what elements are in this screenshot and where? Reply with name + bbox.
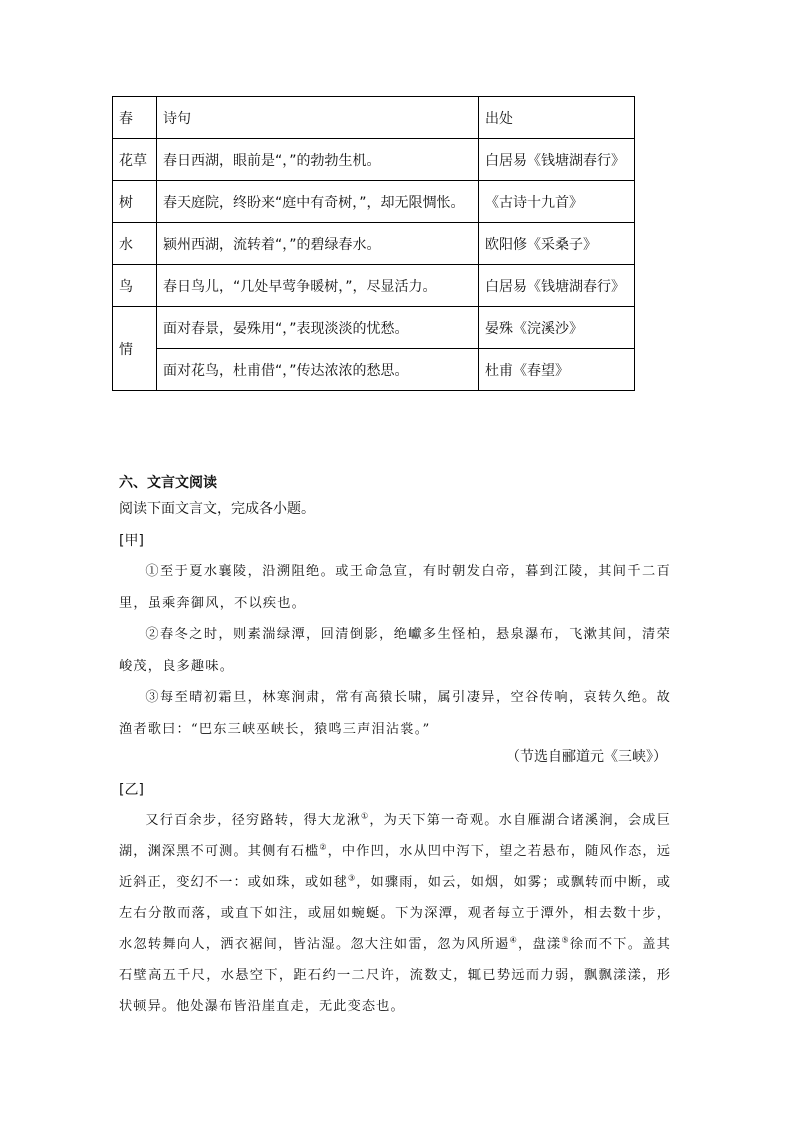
table-row <box>113 181 635 223</box>
table-cell-verse: 春日西湖，眼前是“，”的勃勃生机。 <box>157 139 479 181</box>
poem-table <box>112 96 635 391</box>
table-cell-category: 情 <box>113 307 157 391</box>
table-cell-source: 白居易《钱塘湖春行》 <box>479 139 635 181</box>
table-cell-source: 白居易《钱塘湖春行》 <box>479 265 635 307</box>
passage-jia-paragraph-1: ①至于夏水襄陵，沿溯阻绝。或王命急宣，有时朝发白帝，暮到江陵，其间千二百里，虽乘奔御风，不以疾也。 <box>119 564 671 611</box>
table-header-source: 出处 <box>479 97 635 139</box>
table-header-row <box>113 97 635 139</box>
table-cell-category: 花草 <box>113 139 157 181</box>
footnote-marker: ① <box>360 811 370 821</box>
passage-yi-text: ，盘漾 <box>518 937 562 952</box>
footnote-marker: ④ <box>509 935 519 945</box>
passage-jia-paragraph-3: ③每至晴初霜旦，林寒涧肃，常有高猿长啸，属引凄异，空谷传响，哀转久绝。故渔者歌曰：“巴东三峡巫峡长，猿鸣三声泪沾裳。” <box>119 690 671 737</box>
passage-yi-text: ，为天下第一奇观。水自雁湖合诸溪涧，会成巨湖，渊深黑不可测。其侧有石槛 <box>119 813 671 859</box>
passage-yi-text: 又行百余步，径穷路转，得大龙湫 <box>145 813 361 828</box>
footnote-marker: ⑤ <box>561 935 570 945</box>
passage-jia-paragraph-2: ②春冬之时，则素湍绿潭，回清倒影，绝巘多生怪柏，悬泉瀑布，飞漱其间，清荣峻茂，良多趣味。 <box>119 627 671 674</box>
table-cell-verse: 颍州西湖，流转着“，”的碧绿春水。 <box>157 223 479 265</box>
table-cell-verse: 春天庭院，终盼来“庭中有奇树，”，却无限惆怅。 <box>157 181 479 223</box>
passage-jia-marker: [甲] <box>119 533 144 549</box>
footnote-marker: ② <box>319 842 328 852</box>
footnote-marker: ③ <box>347 873 357 883</box>
passage-yi-text: ，如骤雨，如云，如烟，如雾；或飘转而中断，或左右分散而落，或直下如注，或屈如蜿蜒。下为深潭，观者每立于潭外，相去数十步，水忽转舞向人，洒衣裾间，皆沾湿。忽大注如雷，忽为风所遏 <box>119 875 671 952</box>
passage-yi-text: ，中作凹，水从凹中泻下，望之若悬布，随风作态，远近斜正，变幻不一：或如珠，或如毬 <box>119 844 671 890</box>
passage-yi-text: 徐而不下。盖其石壁高五千尺，水悬空下，距石约一二尺许，流数丈，辄已势远而力弱，飘飘漾漾，形状顿异。他处瀑布皆沿崖直走，无此变态也。 <box>119 937 671 1014</box>
table-row <box>113 223 635 265</box>
table-header-season: 春 <box>113 97 157 139</box>
table-cell-source: 欧阳修《采桑子》 <box>479 223 635 265</box>
table-cell-category: 水 <box>113 223 157 265</box>
table-cell-category: 树 <box>113 181 157 223</box>
table-cell-verse: 面对花鸟，杜甫借“，”传达浓浓的愁思。 <box>157 349 479 391</box>
table-cell-source: 晏殊《浣溪沙》 <box>479 307 635 349</box>
table-cell-source: 《古诗十九首》 <box>479 181 635 223</box>
table-header-verse: 诗句 <box>157 97 479 139</box>
table-cell-verse: 春日鸟儿，“几处早莺争暖树，”，尽显活力。 <box>157 265 479 307</box>
section-title: 六、文言文阅读 <box>119 475 217 491</box>
passage-yi-paragraph <box>119 805 671 1022</box>
table-row <box>113 307 635 349</box>
table-cell-category: 鸟 <box>113 265 157 307</box>
table-row <box>113 265 635 307</box>
passage-jia-source: （节选自郦道元《三峡》） <box>506 749 667 765</box>
table-cell-source: 杜甫《春望》 <box>479 349 635 391</box>
passage-yi-marker: [乙] <box>119 782 144 798</box>
section-instruction: 阅读下面文言文，完成各小题。 <box>119 501 315 517</box>
table-row <box>113 349 635 391</box>
table-cell-verse: 面对春景，晏殊用“，”表现淡淡的忧愁。 <box>157 307 479 349</box>
table-row <box>113 139 635 181</box>
